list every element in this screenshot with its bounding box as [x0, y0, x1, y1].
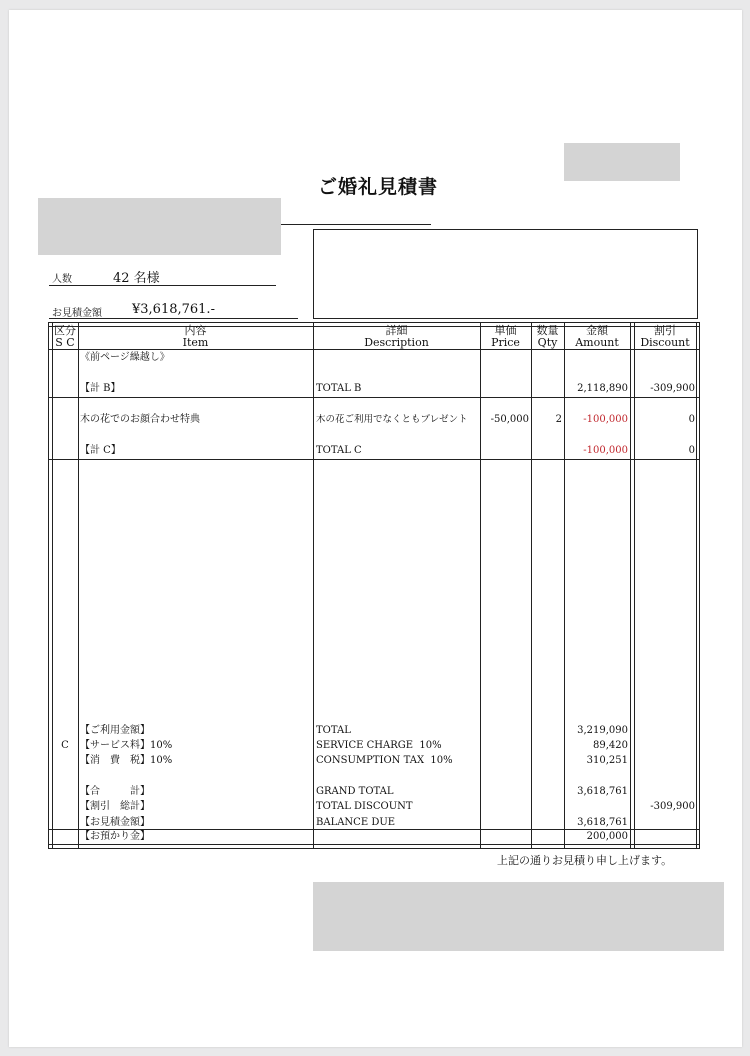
summary-sc: C [61, 740, 69, 751]
header-amount [564, 325, 630, 349]
estimate-value: ¥3,618,761.- [132, 302, 215, 317]
carry-over-label: 《前ページ繰越し》 [80, 352, 170, 363]
subtotal-b-discount: -309,900 [650, 383, 695, 394]
col-divider [531, 322, 532, 849]
summary-tax-desc: CONSUMPTION TAX 10% [316, 755, 453, 766]
document-title: ご婚礼見積書 [318, 176, 439, 198]
header-discount-jp: 割引 [654, 324, 676, 337]
special-price: -50,000 [490, 414, 529, 425]
header-desc-jp: 詳細 [385, 324, 408, 337]
subtotal-c-amount: -100,000 [583, 445, 628, 456]
estimate-label: お見積金額 [52, 308, 102, 319]
redacted-block-bottom [313, 882, 724, 951]
summary-discount-desc: TOTAL DISCOUNT [316, 801, 413, 812]
summary-balance-amount: 3,618,761 [577, 817, 628, 828]
col-divider [78, 322, 79, 849]
subtotal-b-amount: 2,118,890 [577, 383, 628, 394]
header-qty-en: Qty [537, 336, 558, 349]
col-divider [480, 322, 481, 849]
header-sc-en: S C [55, 336, 75, 349]
header-amount-en: Amount [575, 336, 619, 349]
estimate-underline [49, 318, 298, 319]
special-discount: 0 [688, 414, 695, 425]
summary-discount-value: -309,900 [650, 801, 695, 812]
summary-grand-desc: GRAND TOTAL [316, 786, 394, 797]
subtotal-b-desc: TOTAL B [316, 383, 362, 394]
header-item-en: Item [182, 336, 209, 349]
guests-label: 人数 [52, 274, 72, 285]
row-divider [48, 829, 700, 830]
col-divider [634, 322, 635, 849]
summary-deposit-amount: 200,000 [586, 831, 628, 842]
subtotal-c-discount: 0 [688, 445, 695, 456]
summary-balance-item: 【お見積金額】 [80, 817, 150, 828]
special-desc: 木の花ご利用でなくともプレゼント [316, 414, 468, 425]
col-divider [313, 322, 314, 849]
header-price-en: Price [491, 336, 520, 349]
summary-grand-amount: 3,618,761 [577, 786, 628, 797]
header-divider [48, 349, 700, 350]
summary-total-desc: TOTAL [316, 725, 351, 736]
header-description [313, 325, 480, 349]
header-discount-en: Discount [640, 336, 690, 349]
summary-service-amount: 89,420 [593, 740, 628, 751]
summary-total-amount: 3,219,090 [577, 725, 628, 736]
row-divider [48, 459, 700, 460]
subtotal-c-desc: TOTAL C [316, 445, 362, 456]
recipient-box [313, 229, 698, 319]
header-price [480, 325, 531, 349]
row-divider [48, 844, 700, 845]
summary-service-desc: SERVICE CHARGE 10% [316, 740, 442, 751]
header-price-jp: 単価 [494, 324, 517, 337]
header-sc-jp: 区分 [54, 324, 76, 337]
estimate-table [48, 322, 700, 849]
header-qty [531, 325, 564, 349]
redacted-block-top-right [564, 143, 680, 181]
col-divider [52, 322, 53, 849]
summary-tax-amount: 310,251 [586, 755, 628, 766]
summary-grand-item: 【合 計】 [80, 786, 150, 797]
summary-total-item: 【ご利用金額】 [80, 725, 150, 736]
header-qty-jp: 数量 [536, 324, 559, 337]
closing-note: 上記の通りお見積り申し上げます。 [497, 854, 673, 867]
summary-service-item: 【サービス料】10% [80, 740, 173, 751]
subtotal-b-item: 【計 B】 [80, 383, 121, 394]
summary-balance-desc: BALANCE DUE [316, 817, 396, 828]
row-divider [48, 397, 700, 398]
special-item: 木の花でのお顔合わせ特典 [80, 414, 200, 425]
col-divider [564, 322, 565, 849]
title-underline [281, 224, 431, 225]
guests-underline [49, 285, 276, 286]
header-item [78, 325, 313, 349]
subtotal-c-item: 【計 C】 [80, 445, 121, 456]
redacted-block-top-left [38, 198, 281, 255]
summary-tax-item: 【消 費 税】10% [80, 755, 173, 766]
summary-deposit-item: 【お預かり金】 [80, 831, 150, 842]
special-qty: 2 [555, 414, 562, 425]
guests-value: 42 名様 [113, 271, 160, 286]
col-divider [696, 322, 697, 849]
header-desc-en: Description [364, 336, 429, 349]
col-divider [630, 322, 631, 849]
special-amount: -100,000 [583, 414, 628, 425]
header-sc [52, 325, 78, 349]
header-discount [634, 325, 696, 349]
summary-discount-item: 【割引 総計】 [80, 801, 150, 812]
header-amount-jp: 金額 [586, 324, 608, 337]
header-item-jp: 内容 [184, 324, 207, 337]
